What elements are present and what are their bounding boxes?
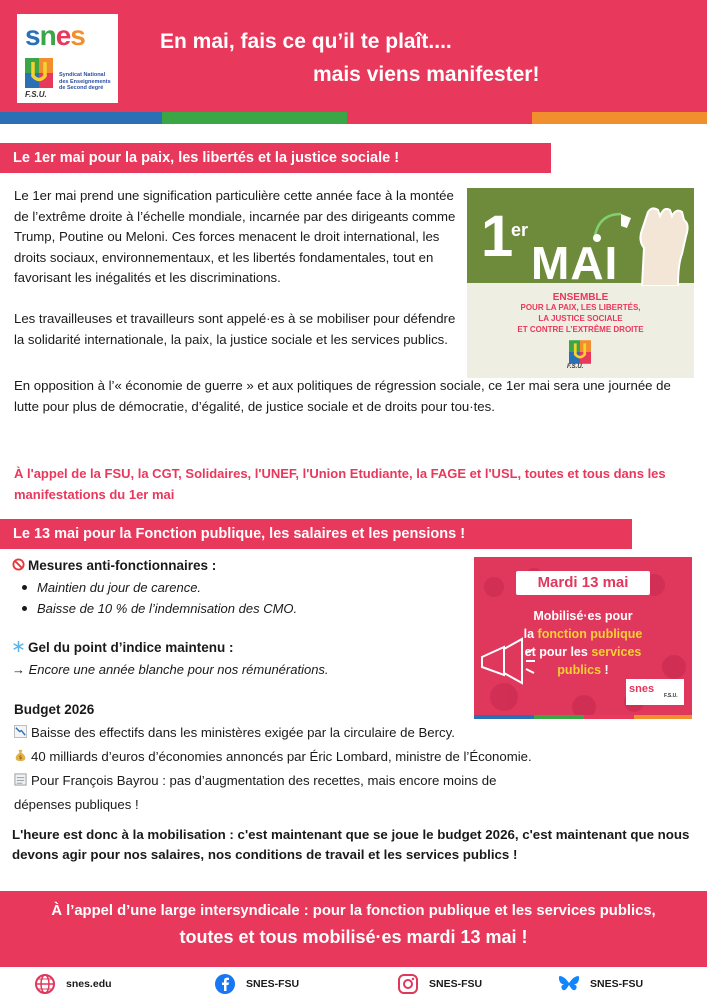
svg-text:$: $ [18, 755, 23, 762]
poster-fsu-text: F.S.U. [567, 364, 584, 370]
gel-text: → Encore une année blanche pour nos rémunérations. [12, 662, 329, 677]
mesures-item: Baisse de 10 % de l’indemnisation des CMO. [22, 601, 297, 616]
social-link-instagram[interactable]: SNES-FSU [397, 972, 482, 996]
snowflake-icon [12, 640, 25, 653]
color-bar-blue [0, 112, 162, 124]
social-link-website[interactable]: snes.edu [34, 972, 112, 996]
social-link-bluesky[interactable]: SNES-FSU [558, 972, 643, 996]
gel-heading: Gel du point d’indice maintenu : [12, 640, 234, 655]
section1-paragraph2: Les travailleuses et travailleurs sont appelé·es à se mobiliser pour défendre la solidarité internationale, la paix, la justice sociale et les services publics. [14, 311, 456, 347]
raised-fist-icon [632, 202, 690, 286]
color-bar-green [162, 112, 347, 124]
footer-call-banner [0, 891, 707, 967]
budget-item: Baisse des effectifs dans les ministères exigée par la circulaire de Bercy. [14, 725, 455, 740]
logo-fsu-text: F.S.U. [25, 90, 47, 99]
notepad-icon [14, 773, 27, 786]
logo-org-name: Syndicat National des Enseignements de Second degré [59, 72, 111, 91]
page-title-line1: En mai, fais ce qu’il te plaît.... [160, 30, 452, 53]
poster-mobilise-l1: Mobilisé·es pour [533, 609, 633, 623]
poster-ensemble: ENSEMBLE [552, 292, 609, 303]
header-banner [0, 0, 707, 112]
snes-fsu-logo [17, 14, 118, 103]
mesures-item: Maintien du jour de carence. [22, 580, 201, 595]
footer-call-line2: toutes et tous mobilisé·es mardi 13 mai ! [179, 927, 528, 947]
social-link-facebook[interactable]: SNES-FSU [214, 972, 299, 996]
budget-item-continuation: dépenses publiques ! [14, 797, 139, 812]
budget-item: $ 40 milliards d’euros d’économies annoncés par Éric Lombard, ministre de l’Économie. [14, 749, 532, 764]
mesures-heading: Mesures anti-fonctionnaires : [12, 558, 216, 573]
facebook-icon [214, 973, 236, 995]
budget-heading: Budget 2026 [14, 702, 95, 717]
section1-paragraph1: Le 1er mai prend une signification particulière cette année face à la montée de l’extrême droite à l’échelle mondiale, incarnée par des dirigeants comme Trump, Poutine ou Meloni. Ces forces menacent le droit international, les droits sociaux, environnementaux, et les libertés fondamentales, tout en favorisant les inégalités et les discriminations. [14, 188, 456, 285]
prohibited-icon [12, 558, 25, 571]
footer-call-line1: À l’appel d’une large intersyndicale : pour la fonction publique et les services publics, [51, 903, 656, 919]
logo-snes-wordmark: snes [25, 20, 85, 51]
color-bar-pink [347, 112, 532, 124]
globe-icon [34, 973, 56, 995]
section2-title: Le 13 mai pour la Fonction publique, les salaires et les pensions ! [0, 519, 632, 549]
chart-down-icon [14, 725, 27, 738]
color-bar-orange [532, 112, 707, 124]
poster-line3: ET CONTRE L’EXTRÊME DROITE [517, 325, 644, 334]
section1-paragraph3: En opposition à l’« économie de guerre » et aux politiques de régression sociale, ce 1er mai sera une journée de lutte pour plus de démocratie, d’égalité, de justice sociale et de droits pour tou·tes. [14, 378, 671, 414]
bluesky-icon [558, 973, 580, 995]
section1-call-to-action: À l'appel de la FSU, la CGT, Solidaires, l'UNEF, l'Union Etudiante, la FAGE et l'USL, toutes et tous dans les manifestations du 1er mai [14, 466, 666, 502]
section1-title: Le 1er mai pour la paix, les libertés et la justice sociale ! [0, 143, 551, 173]
money-bag-icon [14, 749, 27, 762]
treize-mai-poster-image [474, 557, 692, 719]
poster-big-one: 1 [481, 204, 514, 269]
fsu-u-emblem-icon [25, 58, 53, 88]
poster-er: er [511, 220, 529, 240]
poster-mai: MAI [531, 237, 619, 289]
page-title-line2: mais viens manifester! [313, 63, 540, 86]
poster-line1: POUR LA PAIX, LES LIBERTÉS, [520, 303, 641, 312]
poster-mobilise-l3: et pour les services [524, 645, 642, 659]
premier-mai-poster-image [467, 188, 694, 378]
budget-item: Pour François Bayrou : pas d’augmentation des recettes, mais encore moins de [14, 773, 496, 788]
poster-line2: LA JUSTICE SOCIALE [538, 314, 623, 323]
mobilisation-paragraph: L'heure est donc à la mobilisation : c'est maintenant que se joue le budget 2026, c'est maintenant que nous devons agir pour nos salaires, nos conditions de travail et les services publics ! [12, 827, 690, 862]
poster-mobilise-l2: la fonction publique [523, 627, 643, 641]
poster-date: Mardi 13 mai [537, 574, 629, 591]
poster-snes-badge: snes F.S.U. [626, 679, 684, 705]
poster-mobilise-l4: publics ! [557, 663, 609, 677]
instagram-icon [397, 973, 419, 995]
poster-fsu-emblem-icon [569, 340, 591, 364]
